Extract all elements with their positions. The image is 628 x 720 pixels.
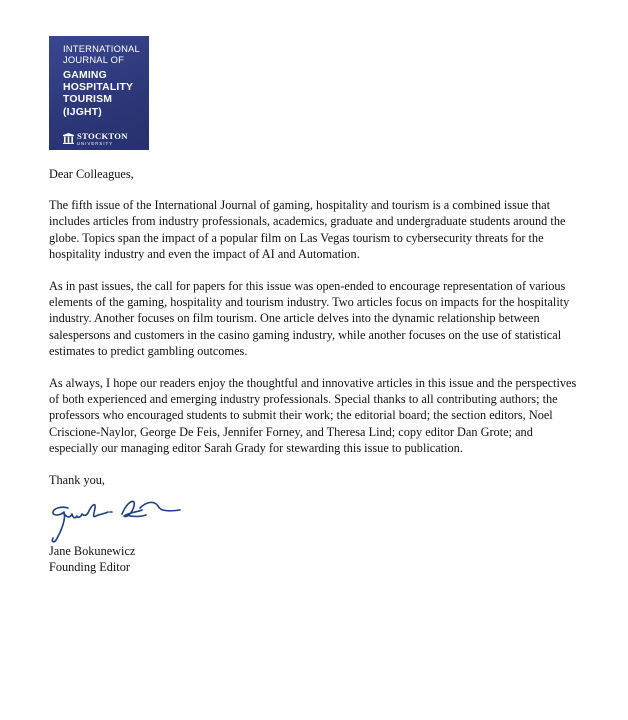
closing: Thank you, bbox=[49, 473, 106, 488]
signer-name: Jane Bokunewicz bbox=[49, 544, 136, 558]
logo-line-tourism: TOURISM bbox=[63, 94, 113, 106]
stockton-brand bbox=[63, 132, 128, 146]
logo-line-international: INTERNATIONAL bbox=[63, 43, 140, 54]
logo-line-journal-of: JOURNAL OF bbox=[63, 53, 125, 65]
logo-line-acronym: (IJGHT) bbox=[63, 106, 102, 118]
stockton-crest-icon bbox=[63, 133, 74, 144]
handwritten-signature bbox=[46, 494, 188, 544]
brand-subtitle: UNIVERSITY bbox=[77, 140, 114, 146]
logo-line-hospitality: HOSPITALITY bbox=[63, 82, 134, 94]
paragraph-call-for-papers: As in past issues, the call for papers for this issue was open-ended to encourage representation of various elements of the gaming, hospitality and tourism industry. Two articles focus on impacts for the hospitality industry. Another focuses on film tourism. One article delves into the dynamic relationship between salespersons and customers in the casino gaming industry, while another focuses on the use of statistical estimates to predict gambling outcomes. bbox=[49, 279, 570, 358]
letter-body bbox=[49, 166, 577, 488]
paragraph-fifth-issue: The fifth issue of the International Journal of gaming, hospitality and tourism is a combined issue that includes articles from industry professionals, academics, graduate and undergraduate students around the globe. Topics span the impact of a popular film on Las Vegas tourism to cybersecurity threats for the hospitality industry and even the impact of AI and Automation. bbox=[49, 198, 566, 261]
signer-block bbox=[49, 543, 135, 575]
brand-name: STOCKTON bbox=[77, 131, 128, 141]
journal-logo bbox=[49, 36, 149, 150]
logo-line-gaming: GAMING bbox=[63, 70, 107, 81]
paragraph-thanks: As always, I hope our readers enjoy the thoughtful and innovative articles in this issue and the perspectives of both experienced and emerging industry professionals. Special thanks to all contributing authors; the professors who encouraged students to submit their work; the editorial board; the section editors, Noel Criscione-Naylor, George De Feis, Jennifer Forney, and Theresa Lind; copy editor Dan Grote; and especially our managing editor Sarah Grady for stewarding this issue to publication. bbox=[49, 376, 577, 455]
signer-title: Founding Editor bbox=[49, 560, 130, 575]
salutation: Dear Colleagues, bbox=[49, 167, 134, 181]
